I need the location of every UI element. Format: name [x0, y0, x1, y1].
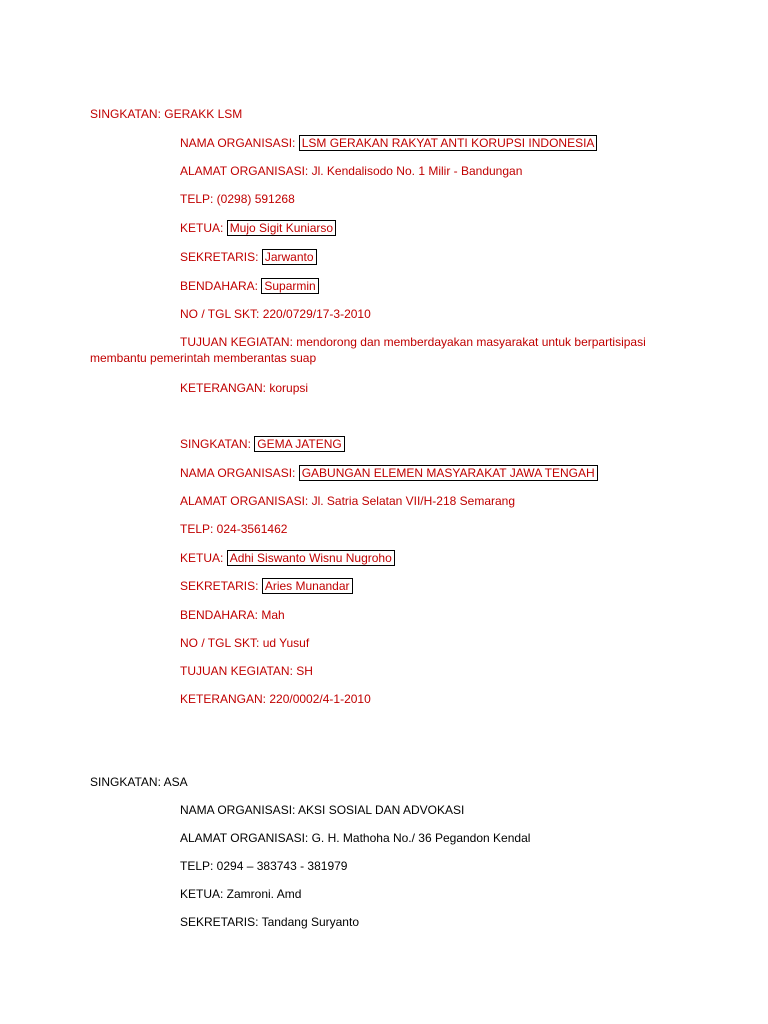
block2-tujuan-kegiatan: TUJUAN KEGIATAN: SH: [180, 664, 313, 678]
block2-nama-organisasi: [180, 465, 598, 481]
block1-tujuan-kegiatan: TUJUAN KEGIATAN: mendorong dan memberdayakan masyarakat untuk berpartisipasi membantu pemerintah memberantas suap: [90, 335, 646, 365]
block1-bendahara-label: BENDAHARA:: [180, 279, 259, 293]
block3-ketua: KETUA: Zamroni. Amd: [180, 887, 302, 901]
block2-singkatan: [180, 436, 345, 452]
block1-bendahara: [180, 278, 319, 294]
block1-keterangan: KETERANGAN: korupsi: [180, 381, 309, 395]
block1-sekretaris-label: SEKRETARIS:: [180, 250, 259, 264]
block2-no-tgl-skt: NO / TGL SKT: ud Yusuf: [180, 636, 310, 650]
block1-no-tgl-skt: NO / TGL SKT: 220/0729/17-3-2010: [180, 307, 371, 321]
block2-ketua-value: Adhi Siswanto Wisnu Nugroho: [227, 550, 395, 566]
block1-nama-label: NAMA ORGANISASI:: [180, 136, 296, 150]
block1-nama-organisasi: [180, 135, 597, 151]
block2-alamat: ALAMAT ORGANISASI: Jl. Satria Selatan VII/H-218 Semarang: [180, 494, 516, 508]
block3-singkatan: SINGKATAN: ASA: [90, 775, 188, 789]
block3-sekretaris: SEKRETARIS: Tandang Suryanto: [180, 915, 359, 929]
block2-keterangan: KETERANGAN: 220/0002/4-1-2010: [180, 692, 371, 706]
block2-telp: TELP: 024-3561462: [180, 522, 288, 536]
block2-nama-label: NAMA ORGANISASI:: [180, 466, 296, 480]
block1-nama-value: LSM GERAKAN RAKYAT ANTI KORUPSI INDONESIA: [299, 135, 598, 151]
block1-ketua: [180, 220, 336, 236]
block1-ketua-value: Mujo Sigit Kuniarso: [227, 220, 336, 236]
block2-ketua: [180, 550, 395, 566]
block2-sekretaris-label: SEKRETARIS:: [180, 579, 259, 593]
block1-singkatan: SINGKATAN: GERAKK LSM: [90, 107, 243, 121]
block2-singkatan-label: SINGKATAN:: [180, 437, 251, 451]
block3-nama-organisasi: NAMA ORGANISASI: AKSI SOSIAL DAN ADVOKASI: [180, 803, 465, 817]
block1-ketua-label: KETUA:: [180, 221, 224, 235]
block2-sekretaris-value: Aries Munandar: [262, 578, 353, 594]
block2-bendahara: BENDAHARA: Mah: [180, 608, 285, 622]
block1-bendahara-value: Suparmin: [261, 278, 318, 294]
block2-sekretaris: [180, 578, 353, 594]
block1-telp: TELP: (0298) 591268: [180, 192, 295, 206]
block2-nama-value: GABUNGAN ELEMEN MASYARAKAT JAWA TENGAH: [299, 465, 598, 481]
block3-telp: TELP: 0294 – 383743 - 381979: [180, 859, 348, 873]
block2-ketua-label: KETUA:: [180, 551, 224, 565]
block1-sekretaris: [180, 249, 317, 265]
block3-alamat: ALAMAT ORGANISASI: G. H. Mathoha No./ 36 Pegandon Kendal: [180, 831, 531, 845]
block2-singkatan-value: GEMA JATENG: [254, 436, 344, 452]
block1-alamat: ALAMAT ORGANISASI: Jl. Kendalisodo No. 1 Milir - Bandungan: [180, 164, 523, 178]
block1-sekretaris-value: Jarwanto: [262, 249, 317, 265]
